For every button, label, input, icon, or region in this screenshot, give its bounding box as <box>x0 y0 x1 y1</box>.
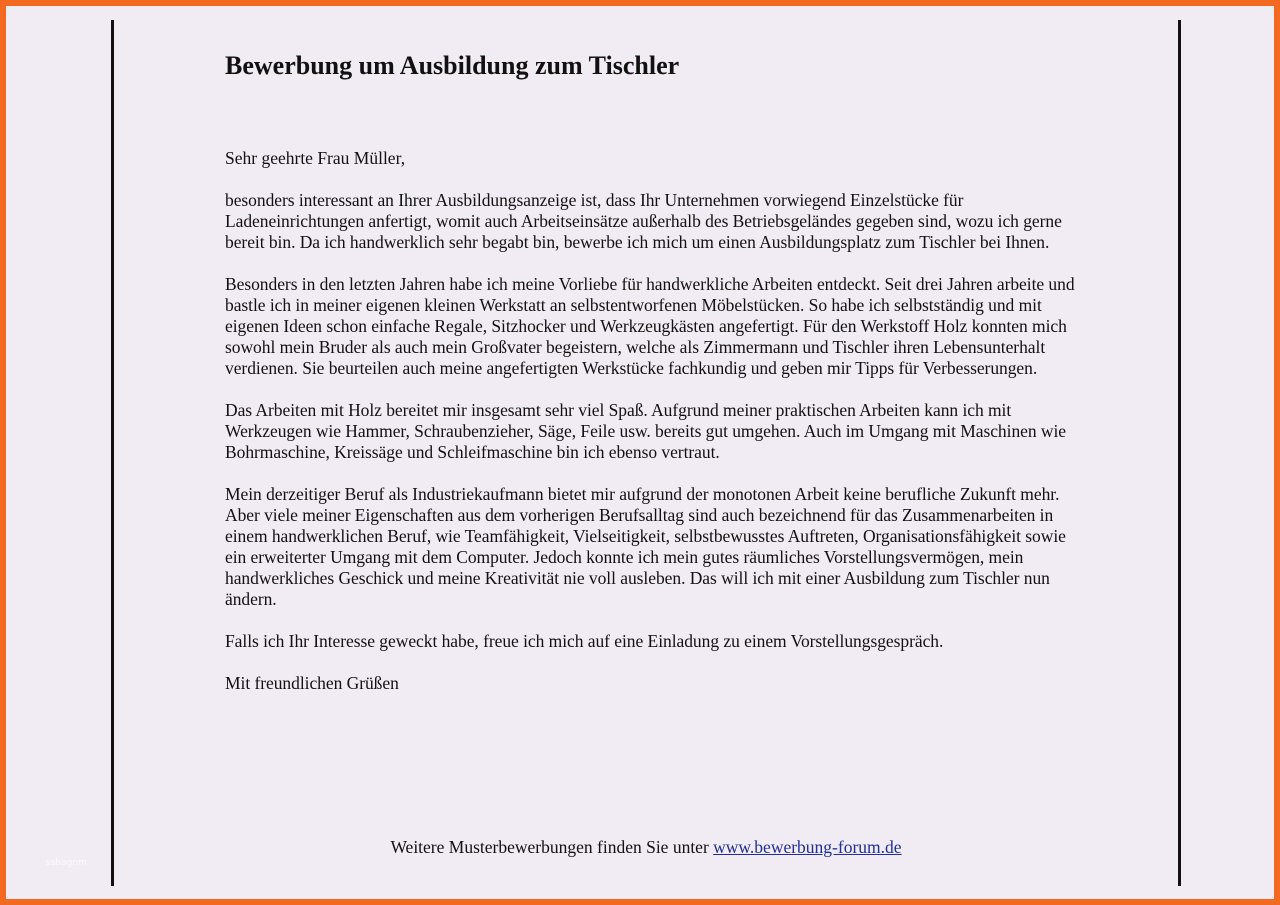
paragraph-4: Mein derzeitiger Beruf als Industriekaufmann bietet mir aufgrund der monotonen Arbeit keine berufliche Zukunft mehr. Aber viele meiner Eigenschaften aus dem vorherigen Berufsalltag sind auch bezeichnend für das Zusammenarbeiten in einem handwerklichen Beruf, wie Teamfähigkeit, Vielseitigkeit, selbstbewusstes Auftreten, Organisationsfähigkeit sowie ein erweiterter Umgang mit dem Computer. Jedoch konnte ich mein gutes räumliches Vorstellungsvermögen, mein handwerkliches Geschick und meine Kreativität nie voll ausleben. Das will ich mit einer Ausbildung zum Tischler nun ändern. <box>225 484 1066 609</box>
paragraph-1: besonders interessant an Ihrer Ausbildungsanzeige ist, dass Ihr Unternehmen vorwiegend Einzelstücke für Ladeneinrichtungen anfertigt, womit auch Arbeitseinsätze außerhalb des Betriebsgeländes gegeben sind, wozu ich gerne bereit bin. Da ich handwerklich sehr begabt bin, bewerbe ich mich um einen Ausbildungsplatz zum Tischler bei Ihnen. <box>225 190 1062 252</box>
watermark: ssbagnm <box>46 858 87 868</box>
paragraph-2: Besonders in den letzten Jahren habe ich meine Vorliebe für handwerkliche Arbeiten entdeckt. Seit drei Jahren arbeite und bastle ich in meiner eigenen kleinen Werkstatt an selbstentworfenen Möbelstücken. So habe ich selbstständig und mit eigenen Ideen schon einfache Regale, Sitzhocker und Werkzeugkästen angefertigt. Für den Werkstoff Holz konnten mich sowohl mein Bruder als auch mein Großvater begeistern, welche als Zimmermann und Tischler ihren Lebensunterhalt verdienen. Sie beurteilen auch meine angefertigten Werkstücke fachkundig und geben mir Tipps für Verbesserungen. <box>225 274 1075 378</box>
letter-body <box>225 46 1075 694</box>
salutation: Sehr geehrte Frau Müller, <box>225 148 406 168</box>
paragraph-3: Das Arbeiten mit Holz bereitet mir insgesamt sehr viel Spaß. Aufgrund meiner praktischen Arbeiten kann ich mit Werkzeugen wie Hammer, Schraubenzieher, Säge, Feile usw. bereits gut umgehen. Auch im Umgang mit Maschinen wie Bohrmaschine, Kreissäge und Schleifmaschine bin ich ebenso vertraut. <box>225 400 1067 462</box>
footer-link[interactable]: www.bewerbung-forum.de <box>713 837 902 857</box>
footer-text: Weitere Musterbewerbungen finden Sie unter <box>390 837 709 857</box>
closing: Mit freundlichen Grüßen <box>225 673 399 693</box>
letter-title: Bewerbung um Ausbildung zum Tischler <box>225 51 680 80</box>
footer <box>6 836 1280 858</box>
right-vertical-rule <box>1178 20 1181 886</box>
left-vertical-rule <box>111 20 114 886</box>
paragraph-5: Falls ich Ihr Interesse geweckt habe, freue ich mich auf eine Einladung zu einem Vorstellungsgespräch. <box>225 631 944 651</box>
